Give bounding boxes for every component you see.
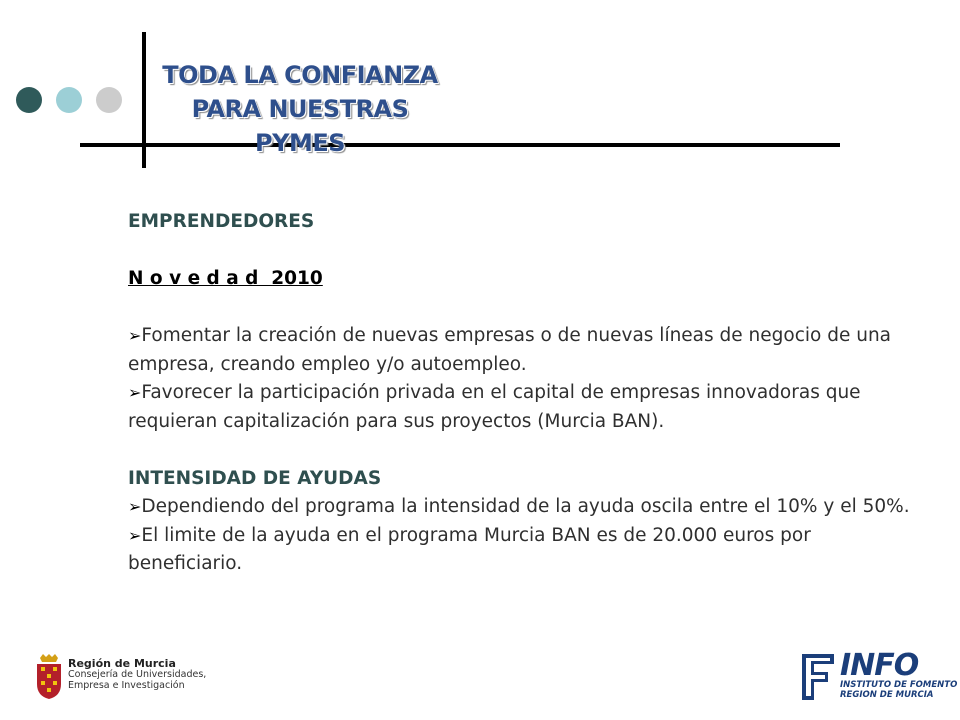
department-line2: Empresa e Investigación bbox=[68, 680, 185, 691]
info-emblem-icon bbox=[798, 652, 838, 702]
arrow-bullet-icon: ➢ bbox=[128, 326, 142, 345]
info-subtitle bbox=[840, 680, 957, 700]
department-line1: Consejería de Universidades, bbox=[68, 669, 207, 680]
decorative-dot-dark bbox=[16, 87, 42, 113]
info-subtitle-line1: INSTITUTO DE FOMENTO bbox=[840, 680, 958, 690]
slide-title bbox=[150, 58, 450, 160]
decorative-dot-gray bbox=[96, 87, 122, 113]
bullet-item bbox=[128, 522, 918, 579]
spacer bbox=[128, 294, 918, 323]
bullet-item bbox=[128, 493, 918, 522]
bullet-text: El limite de la ayuda en el programa Murcia BAN es de 20.000 euros por beneficiario. bbox=[128, 524, 811, 574]
bullet-text: Fomentar la creación de nuevas empresas o de nuevas líneas de negocio de una empresa, creando empleo y/o autoempleo. bbox=[128, 325, 892, 375]
info-subtitle-line2: REGION DE MURCIA bbox=[840, 690, 934, 700]
region-murcia-text bbox=[68, 658, 206, 691]
bullet-text: Favorecer la participación privada en el capital de empresas innovadoras que requieran capitalización para sus proyectos (Murcia BAN). bbox=[128, 382, 861, 432]
info-institute-logo bbox=[798, 648, 958, 704]
bullet-item bbox=[128, 379, 918, 436]
bullet-item bbox=[128, 322, 918, 379]
arrow-bullet-icon: ➢ bbox=[128, 383, 142, 402]
arrow-bullet-icon: ➢ bbox=[128, 525, 142, 545]
region-name: Región de Murcia bbox=[68, 657, 176, 670]
region-murcia-logo bbox=[34, 652, 214, 702]
decorative-dot-teal bbox=[56, 87, 82, 113]
novelty-subheading: N o v e d a d 2010 bbox=[128, 268, 323, 289]
slide-title-line1: TODA LA CONFIANZA bbox=[162, 61, 438, 89]
slide-title-line2: PARA NUESTRAS PYMES bbox=[191, 95, 409, 157]
bullet-text: Dependiendo del programa la intensidad de la ayuda oscila entre el 10% y el 50%. bbox=[141, 496, 910, 517]
arrow-bullet-icon: ➢ bbox=[128, 497, 142, 516]
aid-heading: INTENSIDAD DE AYUDAS bbox=[128, 467, 382, 489]
spacer bbox=[128, 237, 918, 266]
info-wordmark: INFO bbox=[840, 648, 919, 683]
spacer bbox=[128, 436, 918, 465]
slide-body bbox=[128, 208, 918, 579]
header-vertical-rule bbox=[142, 32, 146, 168]
coat-of-arms-icon bbox=[34, 654, 64, 700]
section-heading: EMPRENDEDORES bbox=[128, 211, 315, 232]
